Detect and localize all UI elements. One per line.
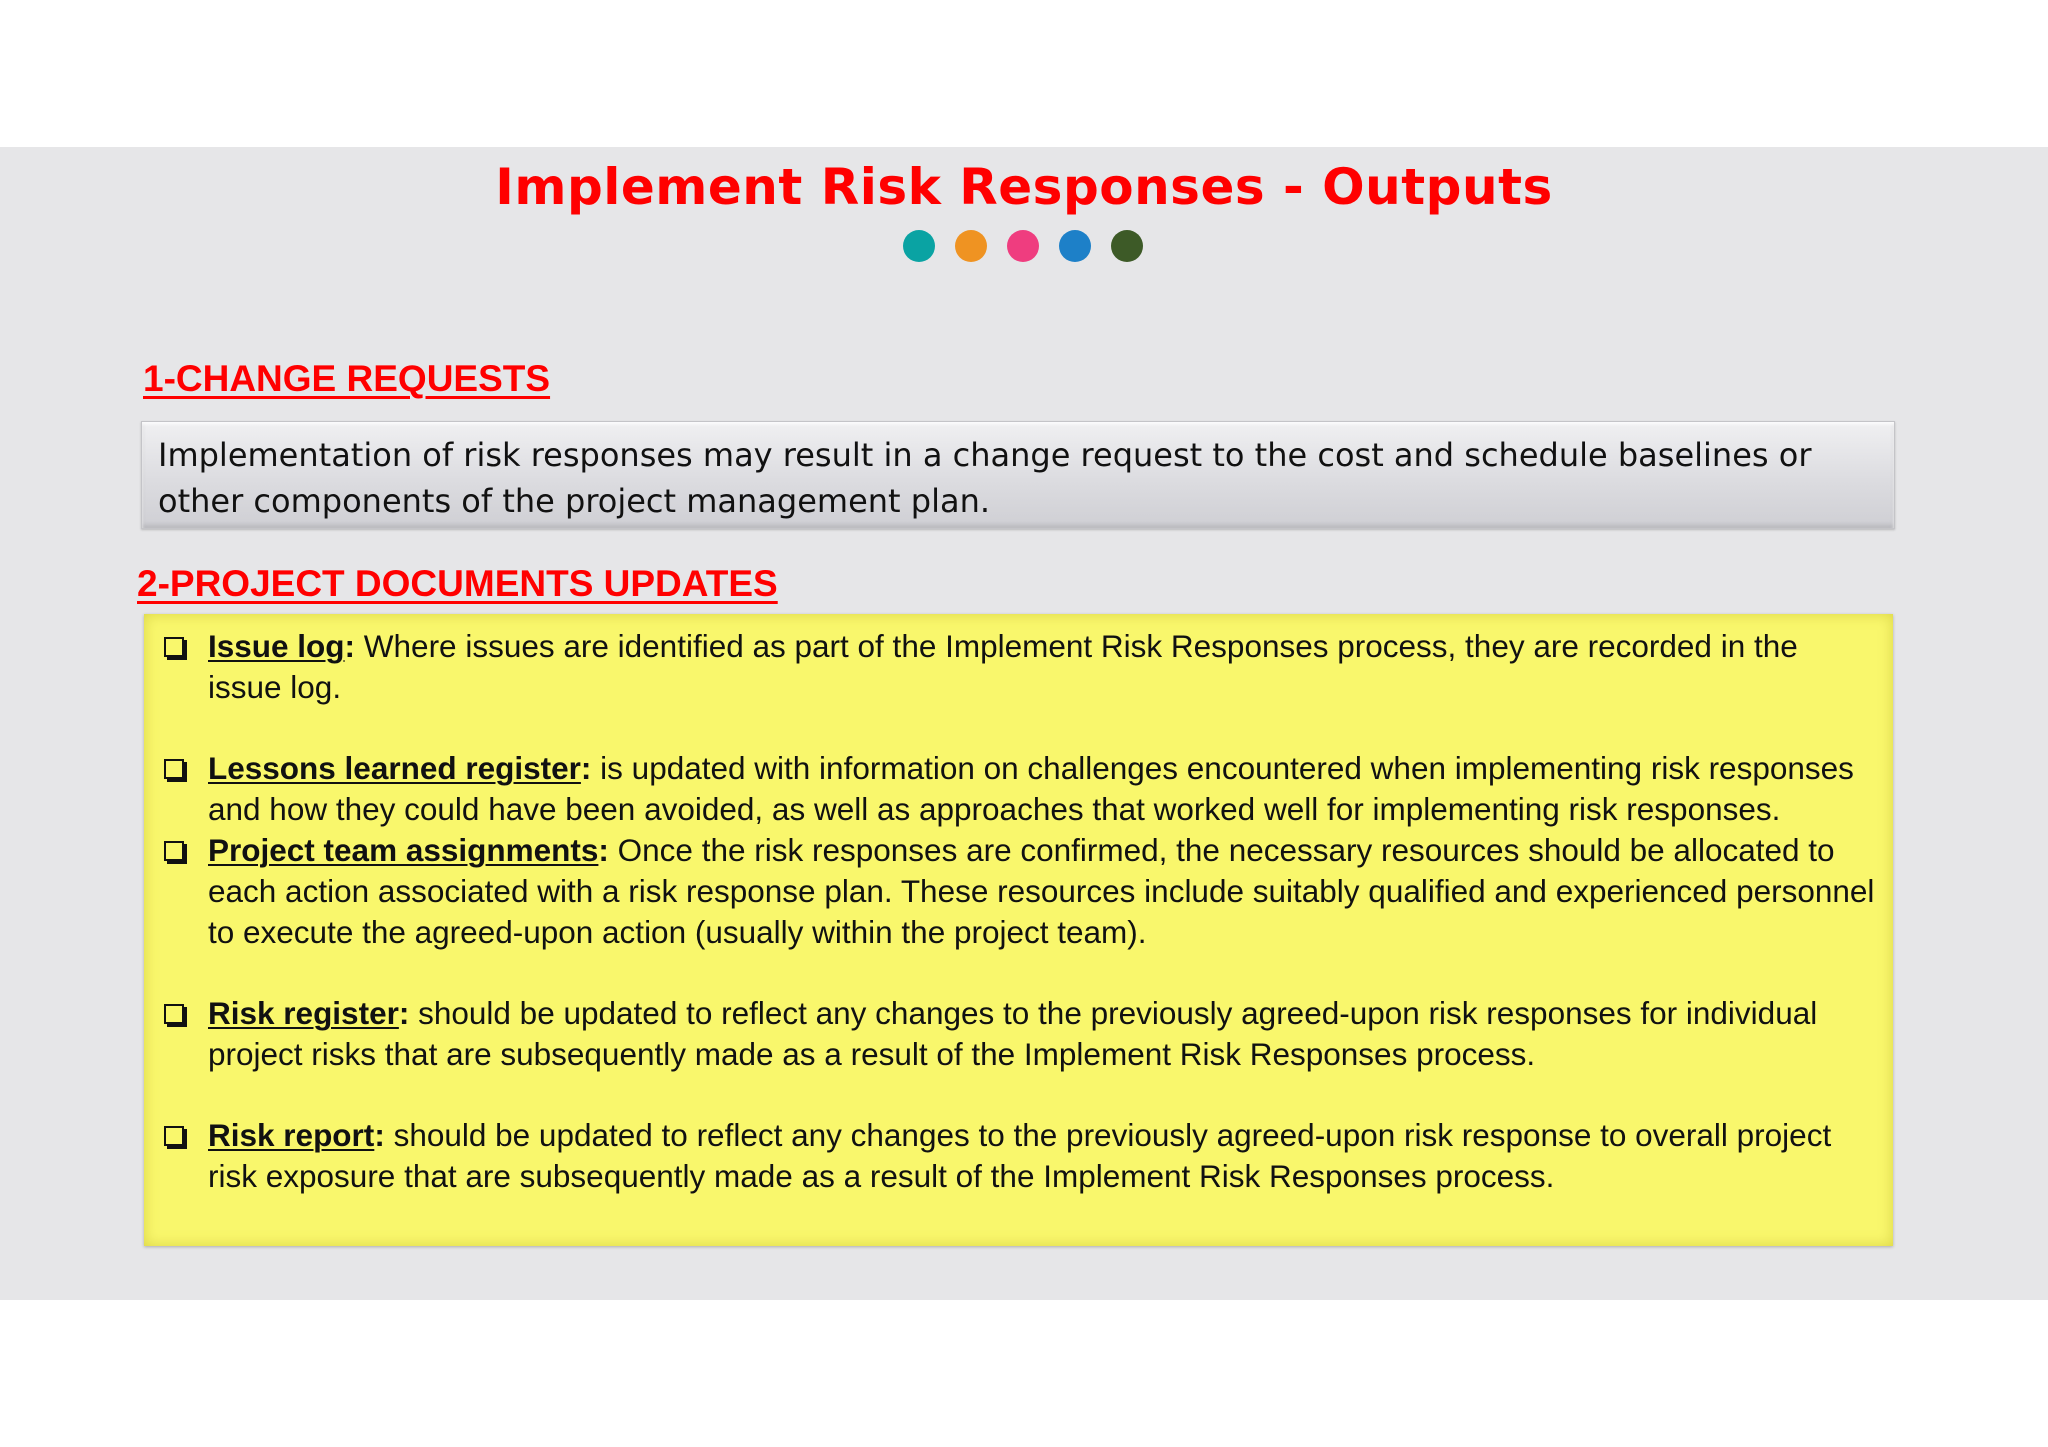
item-colon: : [580, 750, 592, 786]
updates-list [162, 626, 1877, 1197]
change-requests-box [141, 421, 1895, 529]
checkbox-bullet-icon [164, 1004, 184, 1024]
list-item [162, 626, 1877, 708]
item-text: Where issues are identified as part of the Implement Risk Responses process, they are recorded in the issue log. [208, 628, 1798, 705]
item-colon: : [598, 832, 609, 868]
dot-pink [1007, 230, 1039, 262]
checkbox-bullet-icon [164, 841, 184, 861]
list-item [162, 1115, 1877, 1197]
item-text: is updated with information on challenges encountered when implementing risk responses and how they could have been avoided, as well as approaches that worked well for implementing risk responses. [208, 750, 1854, 827]
checkbox-bullet-icon [164, 1126, 184, 1146]
list-item [162, 993, 1877, 1075]
dot-orange [955, 230, 987, 262]
dot-dark-green [1111, 230, 1143, 262]
item-colon: : [398, 995, 410, 1031]
item-colon: : [374, 1117, 385, 1153]
item-colon: : [344, 628, 356, 664]
item-term: Risk register [208, 995, 399, 1031]
checkbox-bullet-icon [164, 759, 184, 779]
section-heading-project-documents-updates: 2-PROJECT DOCUMENTS UPDATES [137, 563, 778, 604]
page-title: Implement Risk Responses - Outputs [495, 158, 1553, 216]
item-term: Project team assignments [208, 832, 599, 868]
item-text: should be updated to reflect any changes to the previously agreed-upon risk responses for individual project risks that are subsequently made as a result of the Implement Risk Responses process. [208, 995, 1818, 1072]
dot-teal [903, 230, 935, 262]
decorative-dots [903, 230, 1143, 262]
item-term: Risk report [208, 1117, 375, 1153]
section-heading-change-requests: 1-CHANGE REQUESTS [143, 358, 551, 399]
list-item [162, 830, 1877, 953]
item-text: Once the risk responses are confirmed, the necessary resources should be allocated to each action associated with a risk response plan. These resources include suitably qualified and experienced personnel to execute the agreed-upon action (usually within the project team). [208, 832, 1875, 950]
project-documents-box [144, 614, 1893, 1246]
list-item [162, 748, 1877, 830]
dot-blue [1059, 230, 1091, 262]
checkbox-bullet-icon [164, 637, 184, 657]
item-term: Issue log [208, 628, 345, 664]
item-text: should be updated to reflect any changes to the previously agreed-upon risk response to overall project risk exposure that are subsequently made as a result of the Implement Risk Responses process. [208, 1117, 1832, 1194]
change-requests-text: Implementation of risk responses may result in a change request to the cost and schedule baselines or other components of the project management plan. [158, 436, 1812, 520]
item-term: Lessons learned register [208, 750, 581, 786]
